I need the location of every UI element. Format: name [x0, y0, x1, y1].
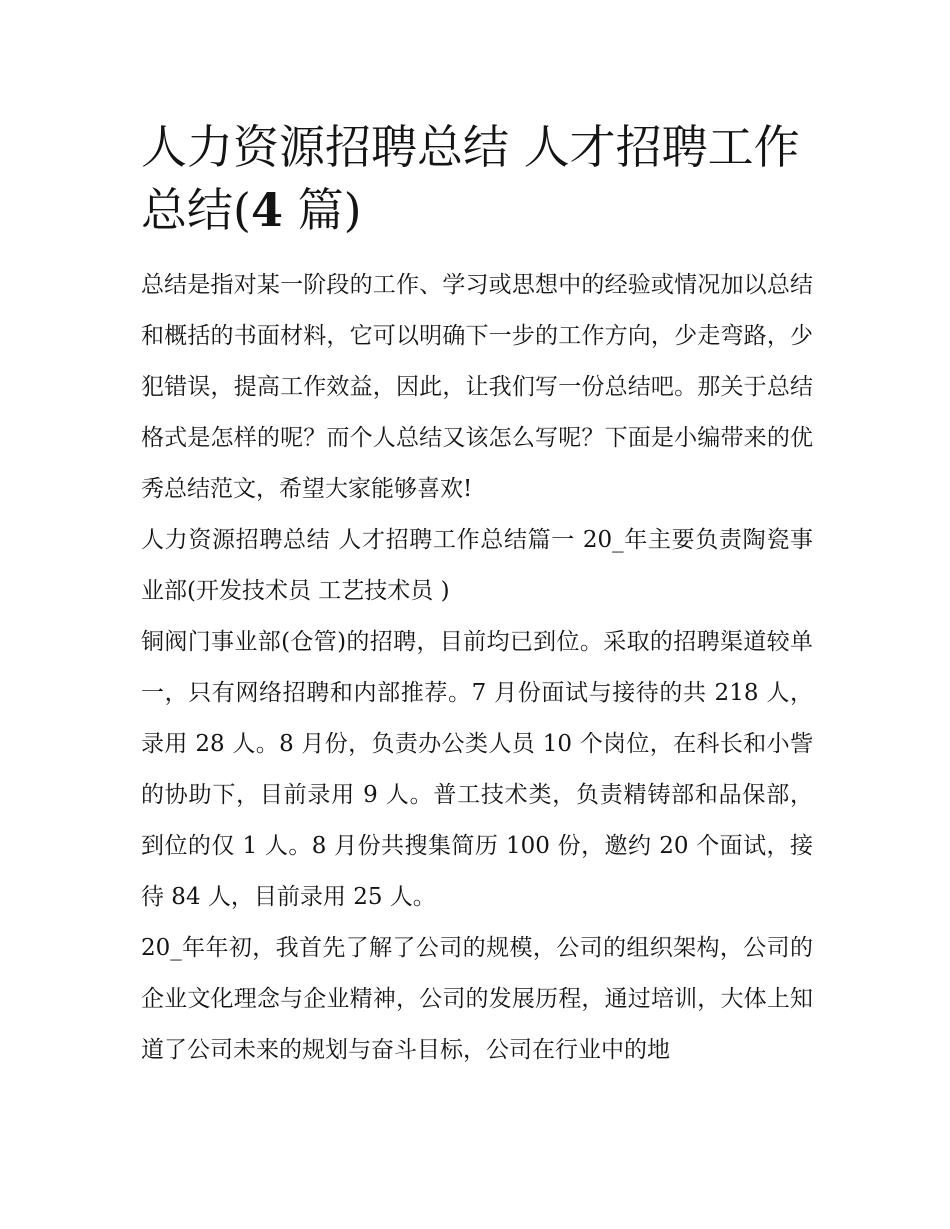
recruitment-details-paragraph: 铜阀门事业部(仓管)的招聘，目前均已到位。采取的招聘渠道较单一，只有网络招聘和内部推荐。7 月份面试与接待的共 218 人，录用 28 人。8 月份，负责办公类人员 10 个岗位，在科长和小訾的协助下，目前录用 9 人。普工技术类，负责精铸部和品保部，到位的仅 1 人。8 月份共搜集简历 100 份，邀约 20 个面试，接待 84 人，目前录用 25 人。 [141, 629, 813, 910]
document-title [141, 116, 813, 242]
title-text-part2: 篇) [282, 183, 362, 237]
section-heading-paragraph: 人力资源招聘总结 人才招聘工作总结篇一 20_年主要负责陶瓷事业部(开发技术员 工艺技术员 ) [141, 527, 813, 604]
title-number: 4 [250, 183, 283, 237]
year-start-paragraph: 20_年年初，我首先了解了公司的规模，公司的组织架构，公司的企业文化理念与企业精神，公司的发展历程，通过培训，大体上知道了公司未来的规划与奋斗目标，公司在行业中的地 [141, 935, 813, 1063]
intro-paragraph: 总结是指对某一阶段的工作、学习或思想中的经验或情况加以总结和概括的书面材料，它可以明确下一步的工作方向，少走弯路，少犯错误，提高工作效益，因此，让我们写一份总结吧。那关于总结格式是怎样的呢？而个人总结又该怎么写呢？下面是小编带来的优秀总结范文，希望大家能够喜欢! [141, 272, 813, 502]
document-page [141, 116, 813, 1076]
title-text-part1: 人力资源招聘总结 人才招聘工作总结( [141, 120, 800, 237]
